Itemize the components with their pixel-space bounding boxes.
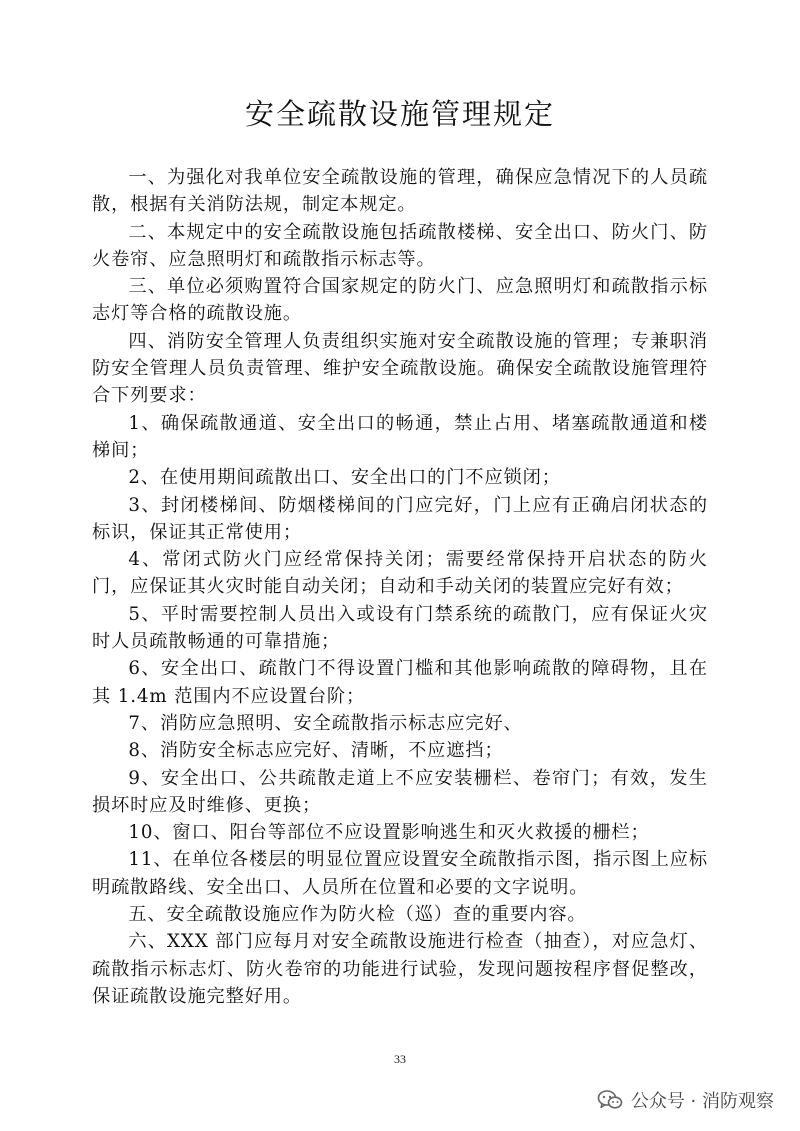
paragraph-7: 3、封闭楼梯间、防烟楼梯间的门应完好，门上应有正确启闭状态的标识，保证其正常使用； [92, 494, 708, 543]
paragraph-6: 2、在使用期间疏散出口、安全出口的门不应锁闭； [128, 467, 561, 489]
paragraph-2: 二、本规定中的安全疏散设施包括疏散楼梯、安全出口、防火门、防火卷帘、应急照明灯和疏散指示标志等。 [92, 221, 708, 270]
document-title: 安全疏散设施管理规定 [244, 97, 555, 131]
paragraph-5: 1、确保疏散通道、安全出口的畅通，禁止占用、堵塞疏散通道和楼梯间； [92, 412, 708, 461]
watermark-text: 公众号 · 消防观察 [630, 1091, 774, 1112]
paragraph-17: 六、XXX 部门应每月对安全疏散设施进行检查（抽查），对应急灯、疏散指示标志灯、防火卷帘的功能进行试验，发现问题按程序督促整改，保证疏散设施完整好用。 [92, 931, 708, 1007]
paragraph-13: 9、安全出口、公共疏散走道上不应安装栅栏、卷帘门；有效，发生损坏时应及时维修、更换； [92, 767, 708, 816]
paragraph-3: 三、单位必须购置符合国家规定的防火门、应急照明灯和疏散指示标志灯等合格的疏散设施。 [92, 276, 708, 325]
paragraph-16: 五、安全疏散设施应作为防火检（巡）查的重要内容。 [128, 904, 587, 926]
paragraph-11: 7、消防应急照明、安全疏散指示标志应完好、 [128, 712, 523, 734]
paragraph-12: 8、消防安全标志应完好、清晰，不应遮挡； [128, 740, 504, 762]
document-body [92, 164, 708, 1010]
watermark [597, 1086, 774, 1114]
paragraph-4: 四、消防安全管理人负责组织实施对安全疏散设施的管理；专兼职消防安全管理人员负责管理、维护安全疏散设施。确保安全疏散设施管理符合下列要求： [92, 330, 708, 407]
paragraph-1: 一、为强化对我单位安全疏散设施的管理，确保应急情况下的人员疏散，根据有关消防法规，制定本规定。 [92, 167, 708, 216]
paragraph-14: 10、窗口、阳台等部位不应设置影响逃生和灭火救援的栅栏； [128, 822, 650, 844]
paragraph-8: 4、常闭式防火门应经常保持关闭；需要经常保持开启状态的防火门，应保证其火灾时能自动关闭；自动和手动关闭的装置应完好有效； [92, 549, 708, 598]
paragraph-9: 5、平时需要控制人员出入或设有门禁系统的疏散门，应有保证火灾时人员疏散畅通的可靠措施； [92, 603, 708, 653]
page-number: 33 [394, 1052, 406, 1066]
paragraph-10: 6、安全出口、疏散门不得设置门槛和其他影响疏散的障碍物，且在其 1.4m 范围内不应设置台阶； [92, 658, 708, 707]
wechat-icon [597, 1089, 623, 1111]
paragraph-15: 11、在单位各楼层的明显位置应设置安全疏散指示图，指示图上应标明疏散路线、安全出口、人员所在位置和必要的文字说明。 [92, 849, 708, 898]
